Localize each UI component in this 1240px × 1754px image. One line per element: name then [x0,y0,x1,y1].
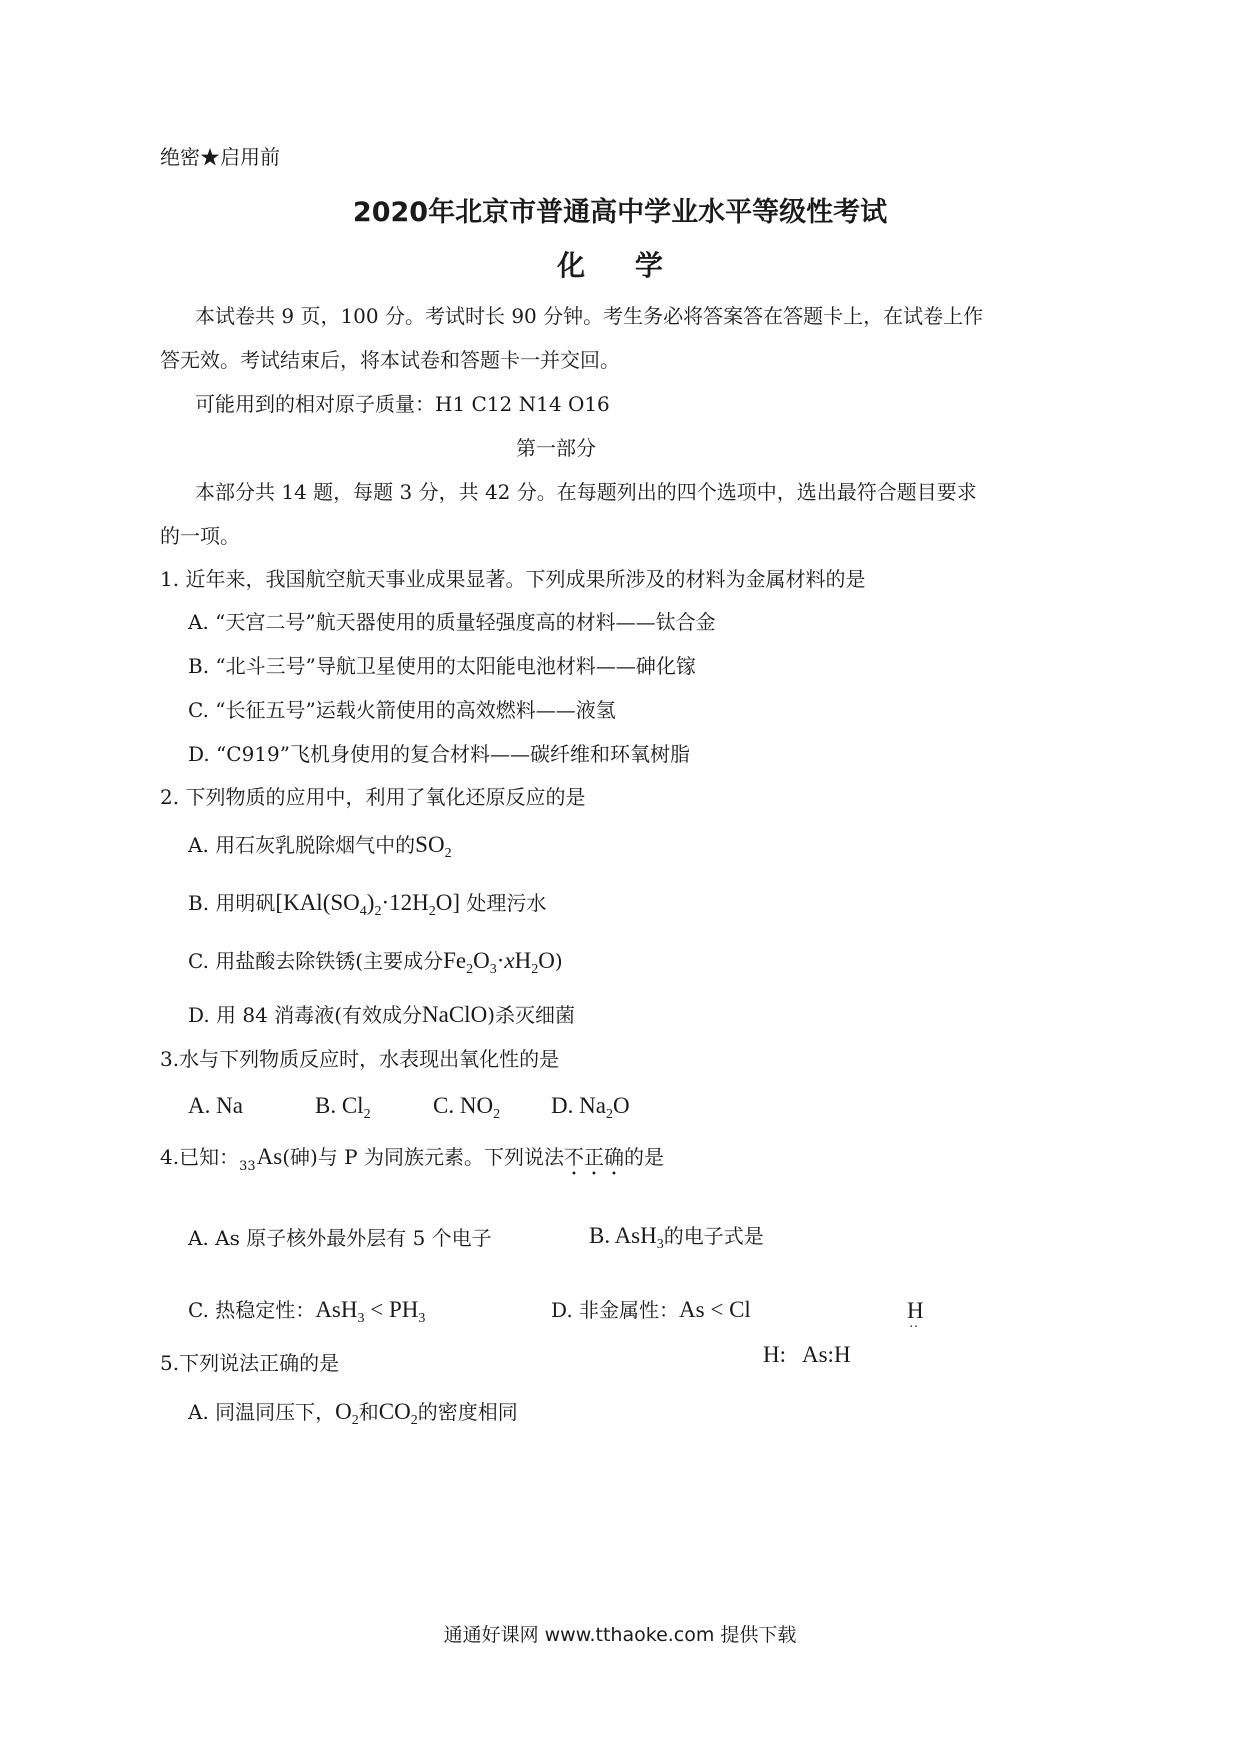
q4-b-tail: 的电子式是 [663,1224,764,1248]
q3-d-text: D. Na [551,1093,606,1118]
q2-stem: 2. 下列物质的应用中，利用了氧化还原反应的是 [160,785,586,809]
q3-b-text: B. Cl [315,1093,364,1118]
q2-option-b [188,889,546,917]
intro-line-2: 答无效。考试结束后，将本试卷和答题卡一并交回。 [160,348,620,372]
q3-option-b: B. $Cl_2$ [315,1093,371,1122]
q2-d-text: D. 用 84 消毒液(有效成分 [188,1003,423,1027]
q4-emphasis: 不正确 [563,1145,624,1169]
q4-b-formula: B. AsH$_3$ [589,1223,664,1252]
part-instructions-2: 的一项。 [160,524,240,548]
part-title: 第一部分 [516,436,596,460]
q2-option-d [188,1001,575,1029]
q4-d-formula: As < Cl [679,1297,751,1322]
q5-stem: 5.下列说法正确的是 [160,1351,340,1375]
q5-a-formula-co2: $CO_2$ [378,1399,418,1428]
q2-c-text: C. 用盐酸去除铁锈(主要成分 [188,949,444,973]
q1-option-c: C. “长征五号”运载火箭使用的高效燃料——液氢 [188,698,616,722]
q4-option-c [188,1296,425,1324]
q5-a-tail: 的密度相同 [417,1400,518,1424]
q3-option-d: D. $Na_2O$ [551,1093,630,1122]
part-instructions-1: 本部分共 14 题，每题 3 分，共 42 分。在每题列出的四个选项中，选出最符合题目要求 [195,480,977,504]
subject-title: 化 学 [557,249,683,282]
footer-source: 通通好课网 www.tthaoke.com 提供下载 [443,1624,797,1646]
q2-option-c [188,947,563,975]
q2-d-tail: )杀灭细菌 [487,1003,575,1027]
q2-b-tail: 处理污水 [466,891,547,915]
q5-option-a [188,1398,518,1426]
q2-b-text: B. 用明矾 [188,891,276,915]
q1-option-d: D. “C919”飞机身使用的复合材料——碳纤维和环氧树脂 [188,742,690,766]
q2-b-formula: $[KAl(SO_4)_2\cdot 12H_2O]$ [275,890,460,919]
q2-d-formula: NaClO [422,1002,488,1027]
secret-label: 绝密★启用前 [160,145,280,169]
q3-c-text: C. NO [433,1093,494,1118]
q4-as-symbol: As [256,1144,283,1169]
ed-left-h: H: [763,1342,786,1367]
atomic-mass-line: 可能用到的相对原子质量：H1 C12 N14 O16 [195,392,610,416]
electron-formula-ash3 [763,1298,971,1420]
q4-option-a: A. As 原子核外最外层有 5 个电子 [188,1226,492,1250]
q4-stem-mid: (砷)与 P 为同族元素。下列说法 [282,1145,564,1169]
q2-c-tail: ) [554,949,563,973]
q2-a-text: A. 用石灰乳脱除烟气中的 [188,833,416,857]
q3-option-a: A. Na [188,1093,243,1118]
q2-option-a [188,831,452,859]
q4-c-text: C. 热稳定性： [188,1298,316,1322]
q4-d-text: D. 非金属性： [551,1298,680,1322]
q5-a-and: 和 [358,1400,379,1424]
q3-stem: 3.水与下列物质反应时，水表现出氧化性的是 [160,1047,560,1071]
q4-option-b [589,1222,764,1250]
intro-line-1: 本试卷共 9 页，100 分。考试时长 90 分钟。考生务必将答案答在答题卡上，在试卷上作 [195,304,984,328]
q4-as-atomic-number: 33 [239,1159,256,1174]
q1-option-a: A. “天宫二号”航天器使用的质量轻强度高的材料——钛合金 [188,610,716,634]
q2-a-formula: $SO_2$ [415,832,452,861]
q4-b-prefix: B. AsH [589,1223,657,1248]
ed-right: As:H [802,1342,851,1367]
q4-stem-post: 的是 [623,1145,664,1169]
q3-option-c: C. $NO_2$ [433,1093,501,1122]
q5-a-formula-o2: $O_2$ [335,1399,359,1428]
q1-stem: 1. 近年来，我国航空航天事业成果显著。下列成果所涉及的材料为金属材料的是 [160,567,866,591]
exam-title: 2020年北京市普通高中学业水平等级性考试 [352,197,888,228]
q4-stem-pre: 4.已知： [160,1145,240,1169]
ed-top-h: H [907,1298,924,1323]
q4-c-formula: $AsH_3 < PH_3$ [315,1297,426,1326]
q4-option-d [551,1296,751,1324]
ed-colon-top: ·· [909,1320,919,1335]
q2-c-formula: $Fe_2O_3\cdot xH_2O$ [443,948,555,977]
q4-stem [160,1143,664,1180]
q5-a-text: A. 同温同压下， [188,1400,336,1424]
q1-option-b: B. “北斗三号”导航卫星使用的太阳能电池材料——砷化镓 [188,654,696,678]
